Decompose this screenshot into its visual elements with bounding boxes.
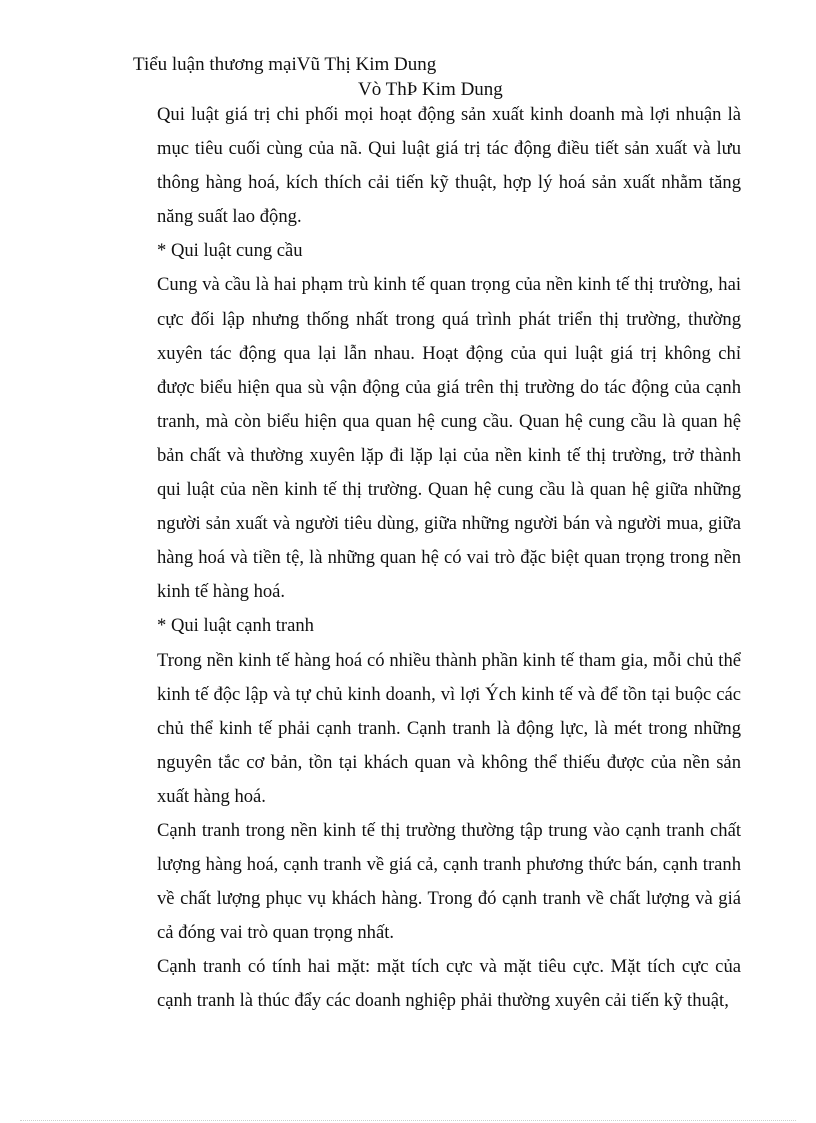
- paragraph-competition-intro: Trong nền kinh tế hàng hoá có nhiều thành phần kinh tế tham gia, mỗi chủ thể kinh tế độc lập và tự chủ kinh doanh, vì lợi Ých kinh tế và để tồn tại buộc các chủ thể kinh tế phải cạnh tranh. Cạnh tranh là động lực, là mét trong những nguyên tắc cơ bản, tồn tại khách quan và không thể thiếu được của nền sản xuất hàng hoá.: [157, 649, 741, 807]
- paragraph-competition-two-sides: Cạnh tranh có tính hai mặt: mặt tích cực và mặt tiêu cực. Mặt tích cực của cạnh tranh là thúc đẩy các doanh nghiệp phải thường xuyên cải tiến kỹ thuật,: [157, 956, 741, 1012]
- section-heading-supply-demand: * Qui luật cung cầu: [157, 240, 303, 262]
- paragraph-supply-demand: Cung và cầu là hai phạm trù kinh tế quan trọng của nền kinh tế thị trường, hai cực đối lập nhưng thống nhất trong quá trình phát triển thị trường, thường xuyên tác động qua lại lẫn nhau. Hoạt động của qui luật giá trị không chỉ được biểu hiện qua sù vận động của giá trên thị trường do tác động của cạnh tranh, mà còn biểu hiện qua quan hệ cung cầu. Quan hệ cung cầu là quan hệ bản chất và thường xuyên lặp đi lặp lại của nền kinh tế thị trường, trở thành qui luật của nền kinh tế thị trường. Quan hệ cung cầu là quan hệ giữa những người sản xuất và người tiêu dùng, giữa những người bán và người mua, giữa hàng hoá và tiền tệ, là những quan hệ có vai trò đặc biệt quan trọng trong nền kinh tế hàng hoá.: [157, 274, 741, 603]
- document-body: [157, 98, 741, 1019]
- paragraph-competition-focus: Cạnh tranh trong nền kinh tế thị trường thường tập trung vào cạnh tranh chất lượng hàng hoá, cạnh tranh về giá cả, cạnh tranh phương thức bán, cạnh tranh về chất lượng phục vụ khách hàng. Trong đó cạnh tranh về chất lượng và giá cả đóng vai trò quan trọng nhất.: [157, 819, 741, 944]
- running-header: Tiểu luận thương mạiVũ Thị Kim Dung: [133, 54, 437, 75]
- paragraph-value-law: Qui luật giá trị chi phối mọi hoạt động sản xuất kinh doanh mà lợi nhuận là mục tiêu cuối cùng của nã. Qui luật giá trị tác động điều tiết sản xuất và lưu thông hàng hoá, kích thích cải tiến kỹ thuật, hợp lý hoá sản xuất nhằm tăng năng suất lao động.: [157, 104, 741, 228]
- author-name: Vò ThÞ Kim Dung: [358, 79, 503, 100]
- section-heading-competition: * Qui luật cạnh tranh: [157, 615, 314, 637]
- page-bottom-border: [20, 1120, 796, 1121]
